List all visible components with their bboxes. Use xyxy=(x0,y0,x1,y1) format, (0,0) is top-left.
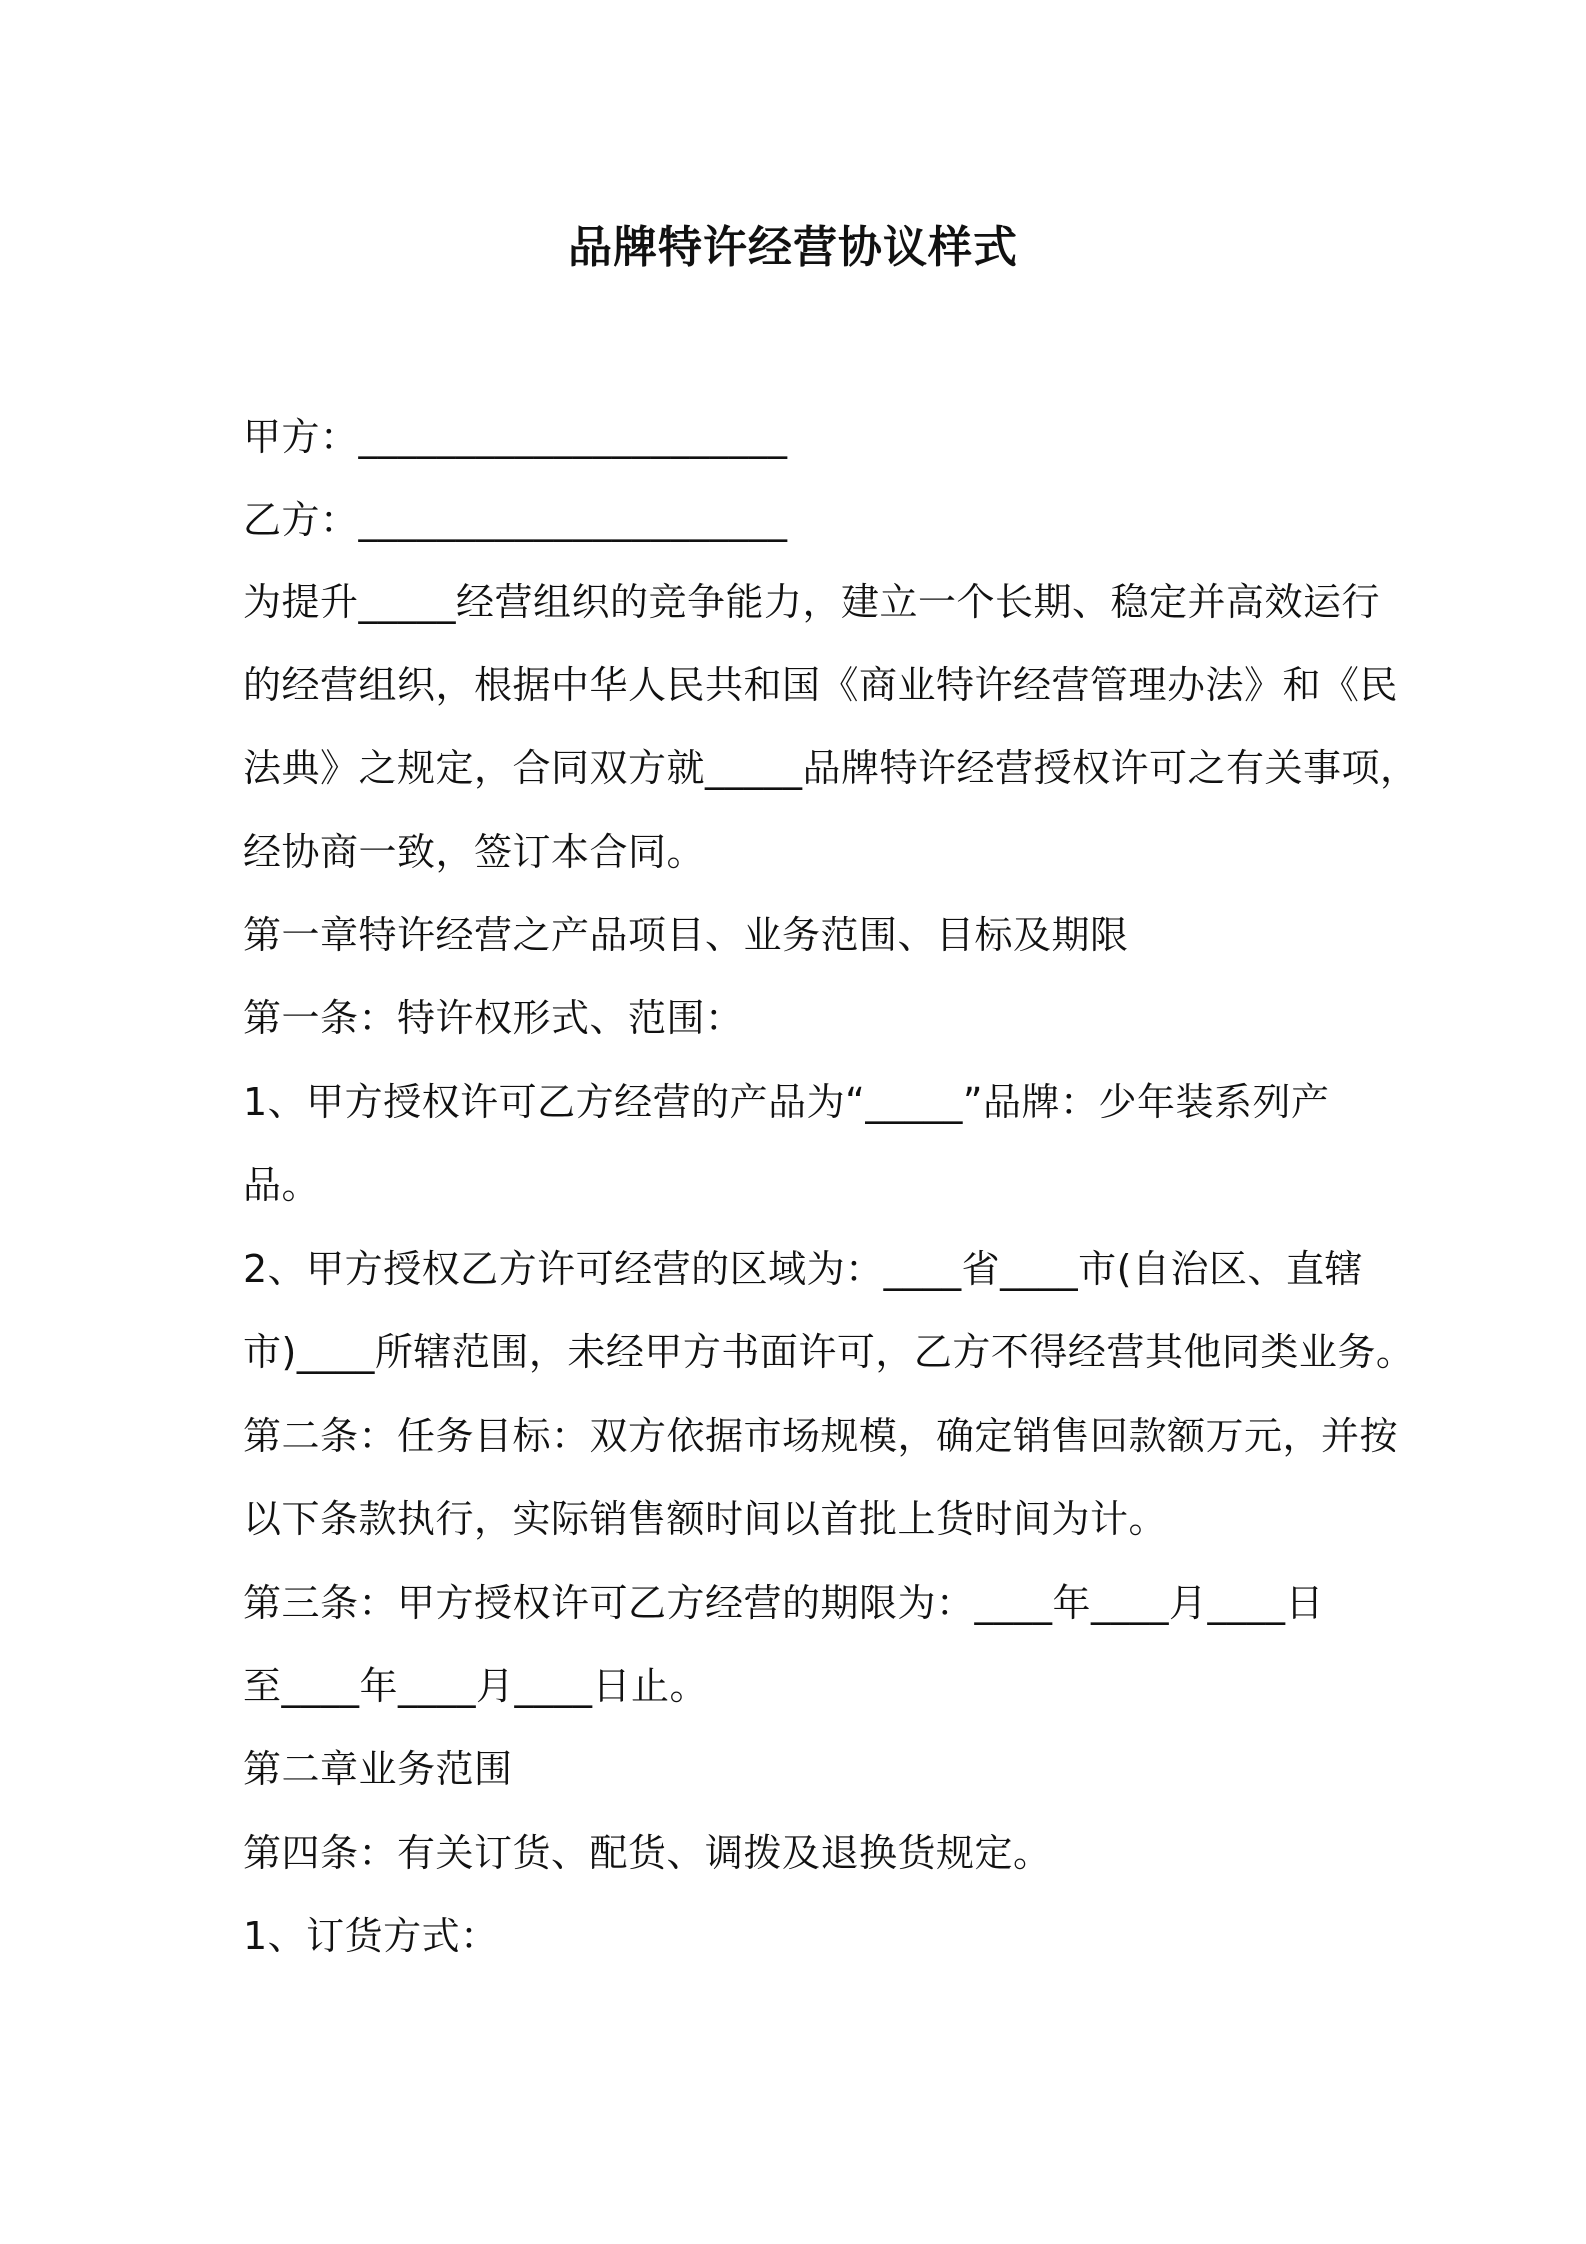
party-a-line: 甲方：______________________ xyxy=(243,415,788,459)
article-4-item-1: 1、订货方式： xyxy=(243,1914,499,1958)
chapter-1-heading: 第一章特许经营之产品项目、业务范围、目标及期限 xyxy=(243,913,1129,957)
article-1-item-1-line-1: 1、甲方授权许可乙方经营的产品为“_____”品牌：少年装系列产 xyxy=(243,1080,1330,1124)
article-2-line-1: 第二条：任务目标：双方依据市场规模，确定销售回款额万元，并按 xyxy=(243,1414,1399,1458)
article-2-line-2: 以下条款执行，实际销售额时间以首批上货时间为计。 xyxy=(243,1497,1168,1541)
document-title: 品牌特许经营协议样式 xyxy=(568,222,1018,273)
article-3-line-1: 第三条：甲方授权许可乙方经营的期限为：____年____月____日 xyxy=(243,1581,1325,1625)
article-1-heading: 第一条：特许权形式、范围： xyxy=(243,996,744,1040)
preamble-line-4: 经协商一致，签订本合同。 xyxy=(243,830,706,874)
article-3-line-2: 至____年____月____日止。 xyxy=(243,1664,709,1708)
chapter-2-heading: 第二章业务范围 xyxy=(243,1747,513,1791)
preamble-line-1: 为提升_____经营组织的竞争能力，建立一个长期、稳定并高效运行 xyxy=(243,580,1381,624)
article-1-item-2-line-1: 2、甲方授权乙方许可经营的区域为：____省____市(自治区、直辖 xyxy=(243,1247,1364,1291)
article-4-heading: 第四条：有关订货、配货、调拨及退换货规定。 xyxy=(243,1831,1052,1875)
preamble-line-3: 法典》之规定，合同双方就_____品牌特许经营授权许可之有关事项， xyxy=(243,746,1419,790)
preamble-line-2: 的经营组织，根据中华人民共和国《商业特许经营管理办法》和《民 xyxy=(243,663,1399,707)
party-b-line: 乙方：______________________ xyxy=(243,498,788,542)
article-1-item-1-line-2: 品。 xyxy=(243,1163,321,1207)
article-1-item-2-line-2: 市)____所辖范围，未经甲方书面许可，乙方不得经营其他同类业务。 xyxy=(243,1330,1415,1374)
